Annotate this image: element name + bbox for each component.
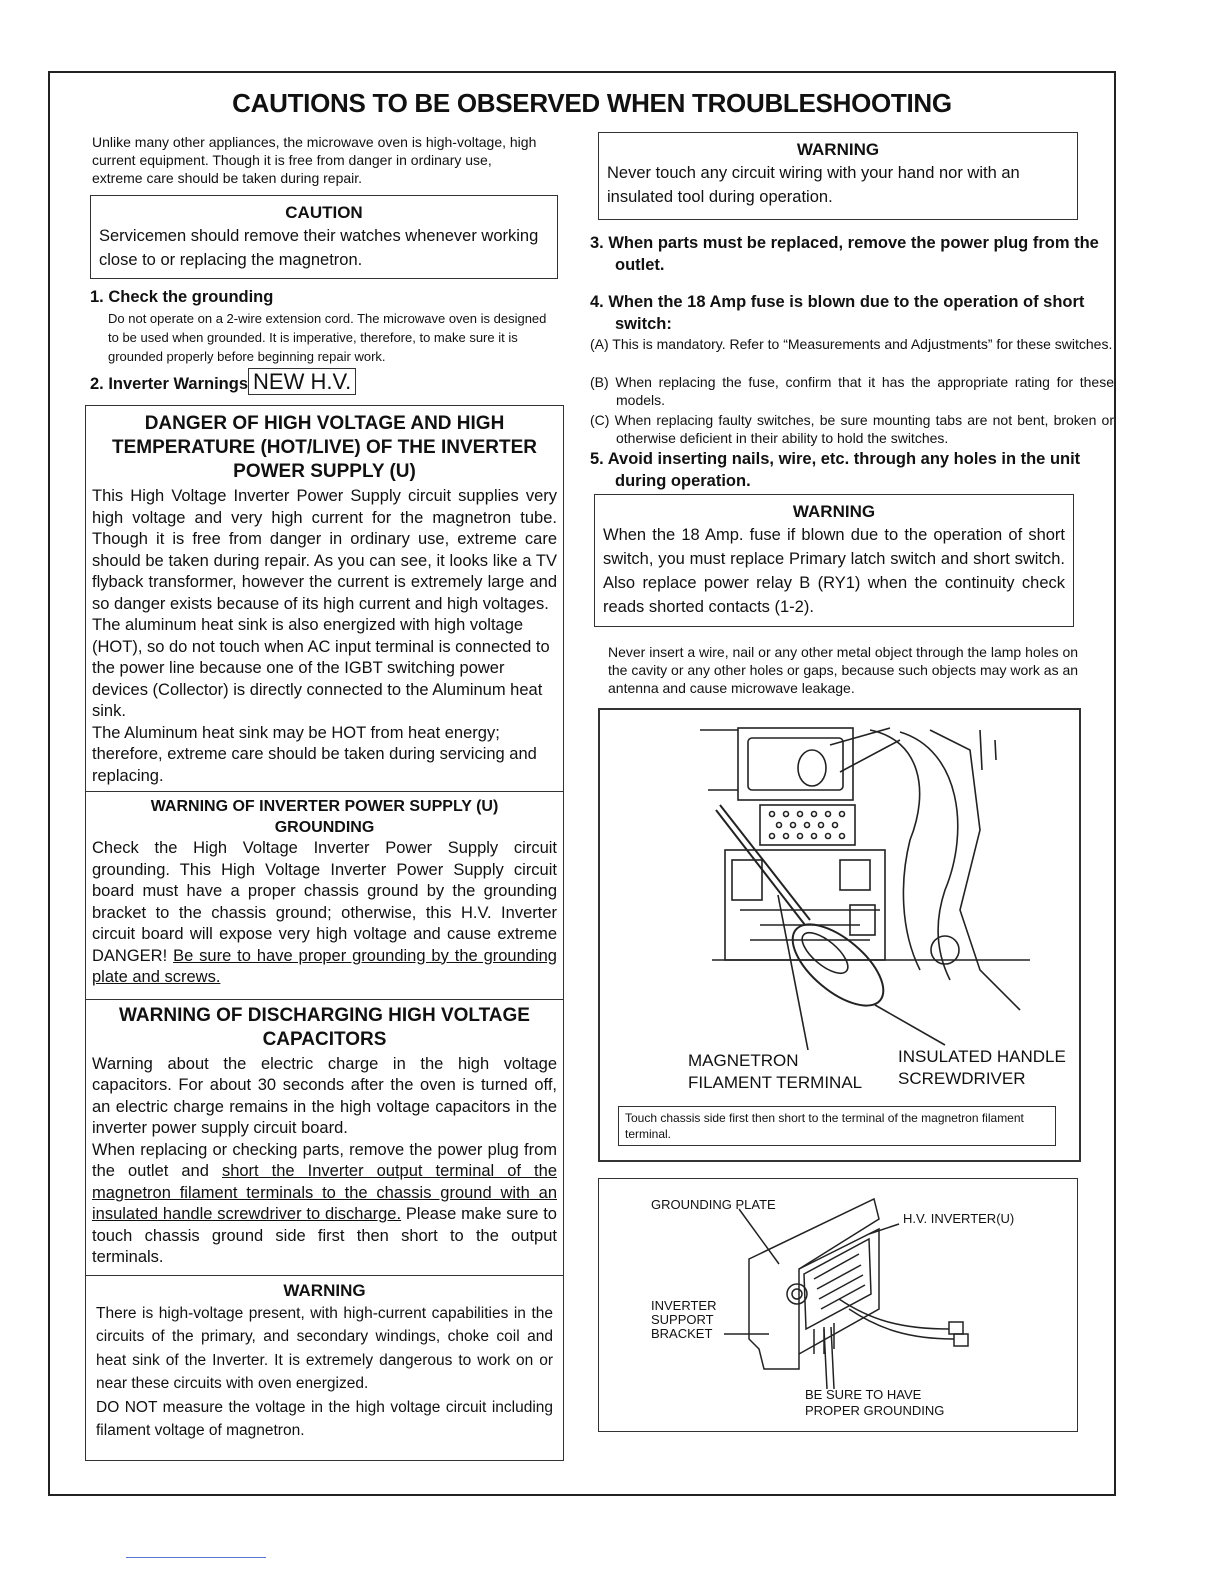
warning-left-section <box>86 1275 563 1443</box>
label-grounding-plate: GROUNDING PLATE <box>651 1197 776 1212</box>
figure-inverter-box <box>598 1178 1078 1432</box>
item1-heading: 1. Check the grounding <box>90 288 274 306</box>
grounding-section <box>86 791 563 989</box>
item4-a: (A) This is mandatory. Refer to “Measurements and Adjustments” for these switches. <box>590 336 1113 352</box>
label-magnetron <box>688 1050 862 1094</box>
screwdriver-handle <box>779 910 897 1021</box>
label-bracket-2: SUPPORT <box>651 1312 714 1327</box>
item4-heading: 4. When the 18 Amp fuse is blown due to the operation of short switch: <box>590 293 1085 333</box>
magnetron-illustration <box>600 710 1080 1050</box>
label-ground-1: BE SURE TO HAVE <box>805 1387 922 1402</box>
discharge-section <box>86 999 563 1269</box>
never-insert-note: Never insert a wire, nail or any other metal object through the lamp holes on the cavity or any other holes or gaps, because such objects may work as an antenna and cause microwave leakage. <box>608 644 1079 696</box>
figure-magnetron-box <box>598 708 1081 1162</box>
label-screwdriver <box>898 1046 1066 1090</box>
footer-rule <box>126 1557 266 1558</box>
discharge-p1: Warning about the electric charge in the high voltage capacitors. For about 30 seconds after the oven is turned off, an electric charge remains in the high voltage capacitors in the inverter power supply circuit board. <box>92 1054 557 1137</box>
warning-left-p1: There is high-voltage present, with high-current capabilities in the circuits of the primary, and secondary windings, choke coil and heat sink of the Inverter. It is extremely dangerous to work on or near these circuits with oven energized. <box>96 1304 553 1392</box>
item4-c: (C) When replacing faulty switches, be sure mounting tabs are not bent, broken or otherwise deficient in their ability to hold the switches. <box>590 412 1114 446</box>
label-magnetron-2: FILAMENT TERMINAL <box>688 1073 863 1092</box>
warning-box-top <box>598 132 1078 220</box>
label-screwdriver-2: SCREWDRIVER <box>898 1069 1026 1088</box>
item5: 5. Avoid inserting nails, wire, etc. through any holes in the unit during operation. <box>590 450 1081 490</box>
danger-p2: The aluminum heat sink is also energized with high voltage (HOT), so do not touch when AC input terminal is connected to the power line because one of the IGBT switching power devices (Collector) is directly connected to the Aluminum heat sink. <box>92 616 550 720</box>
warning-top-text: Never touch any circuit wiring with your hand nor with an insulated tool during operation. <box>607 164 1020 206</box>
caution-box <box>90 195 558 279</box>
discharge-heading: WARNING OF DISCHARGING HIGH VOLTAGE CAPACITORS <box>119 1004 530 1050</box>
warning-left-heading: WARNING <box>283 1280 366 1300</box>
label-proper-grounding <box>805 1387 944 1419</box>
danger-section <box>86 406 563 787</box>
discharge-p2a: When replacing or checking parts, remove the power plug from the outlet and <box>92 1140 557 1180</box>
label-magnetron-1: MAGNETRON <box>688 1051 799 1070</box>
label-ground-2: PROPER GROUNDING <box>805 1403 945 1418</box>
warning-mid-heading: WARNING <box>792 502 876 521</box>
caution-text: Servicemen should remove their watches whenever working close to or replacing the magnetron. <box>99 227 539 269</box>
warning-mid-text: When the 18 Amp. fuse if blown due to the operation of short switch, you must replace Primary latch switch and short switch. Also replace power relay B (RY1) when the continuity check reads shorted contacts (1-2). <box>603 526 1065 616</box>
warning-left-p2: DO NOT measure the voltage in the high voltage circuit including filament voltage of magnetron. <box>96 1398 553 1439</box>
discharge-p2u: short the Inverter output terminal of the magnetron filament terminals to the chassis ground with an insulated handle screwdriver to discharge. <box>92 1162 557 1223</box>
danger-p3: The Aluminum heat sink may be HOT from heat energy; therefore, extreme care should be taken during servicing and replacing. <box>92 723 537 785</box>
item1-text: Do not operate on a 2-wire extension cord. The microwave oven is designed to be used when grounded. It is imperative, therefore, to make sure it is grounded properly before beginning repair work. <box>108 311 547 364</box>
label-screwdriver-1: INSULATED HANDLE <box>898 1047 1066 1066</box>
grounding-underlined: Be sure to have proper grounding by the grounding plate and screws. <box>92 946 557 986</box>
inverter-board <box>804 1239 871 1329</box>
label-bracket-3: BRACKET <box>651 1326 713 1341</box>
grounding-body: Check the High Voltage Inverter Power Supply circuit grounding. This High Voltage Inverter Power Supply circuit board must have a proper chassis ground by the grounding bracket to the chassis ground; otherwise, this H.V. Inverter circuit board will expose very high voltage and cause extreme DANGER! <box>92 839 557 965</box>
grounding-heading2: GROUNDING <box>274 819 375 836</box>
inverter-warnings-box <box>85 405 564 1461</box>
label-bracket-1: INVERTER <box>651 1298 717 1313</box>
label-hv-inverter: H.V. INVERTER(U) <box>903 1211 1015 1226</box>
label-inverter-bracket <box>651 1299 717 1341</box>
item4-b: (B) When replacing the fuse, confirm that it has the appropriate rating for these models. <box>590 374 1114 408</box>
grounding-text <box>92 838 557 989</box>
figure1-caption: Touch chassis side first then short to the terminal of the magnetron filament terminal. <box>618 1106 1056 1146</box>
new-hv-badge: NEW H.V. <box>248 368 356 395</box>
danger-p1: This High Voltage Inverter Power Supply circuit supplies very high voltage and very high current for the magnetron tube. Though it is free from danger in ordinary use, extreme care should be taken during repair. As you can see, it looks like a TV flyback transformer, however the current is extremely large and so danger exists because of its high current and high voltages. <box>92 487 557 613</box>
discharge-p2 <box>92 1140 557 1269</box>
item2-heading: 2. Inverter Warnings <box>90 375 249 393</box>
discharge-p2b: Please make sure to touch chassis ground side first then short to the output terminals. <box>92 1205 557 1266</box>
warning-box-mid <box>594 494 1074 627</box>
item2-line <box>90 371 550 395</box>
item3: 3. When parts must be replaced, remove the power plug from the outlet. <box>590 234 1099 274</box>
warning-top-heading: WARNING <box>796 140 880 159</box>
grounding-heading1: WARNING OF INVERTER POWER SUPPLY (U) <box>150 798 499 815</box>
caution-heading: CAUTION <box>285 203 363 222</box>
page-title: CAUTIONS TO BE OBSERVED WHEN TROUBLESHOOTING <box>232 88 952 118</box>
intro-text: Unlike many other appliances, the microwave oven is high-voltage, high current equipment. Though it is free from danger in ordinary use, extreme care should be taken during repair. <box>92 134 537 186</box>
danger-heading: DANGER OF HIGH VOLTAGE AND HIGH TEMPERATURE (HOT/LIVE) OF THE INVERTER POWER SUPPLY (U) <box>111 413 538 482</box>
